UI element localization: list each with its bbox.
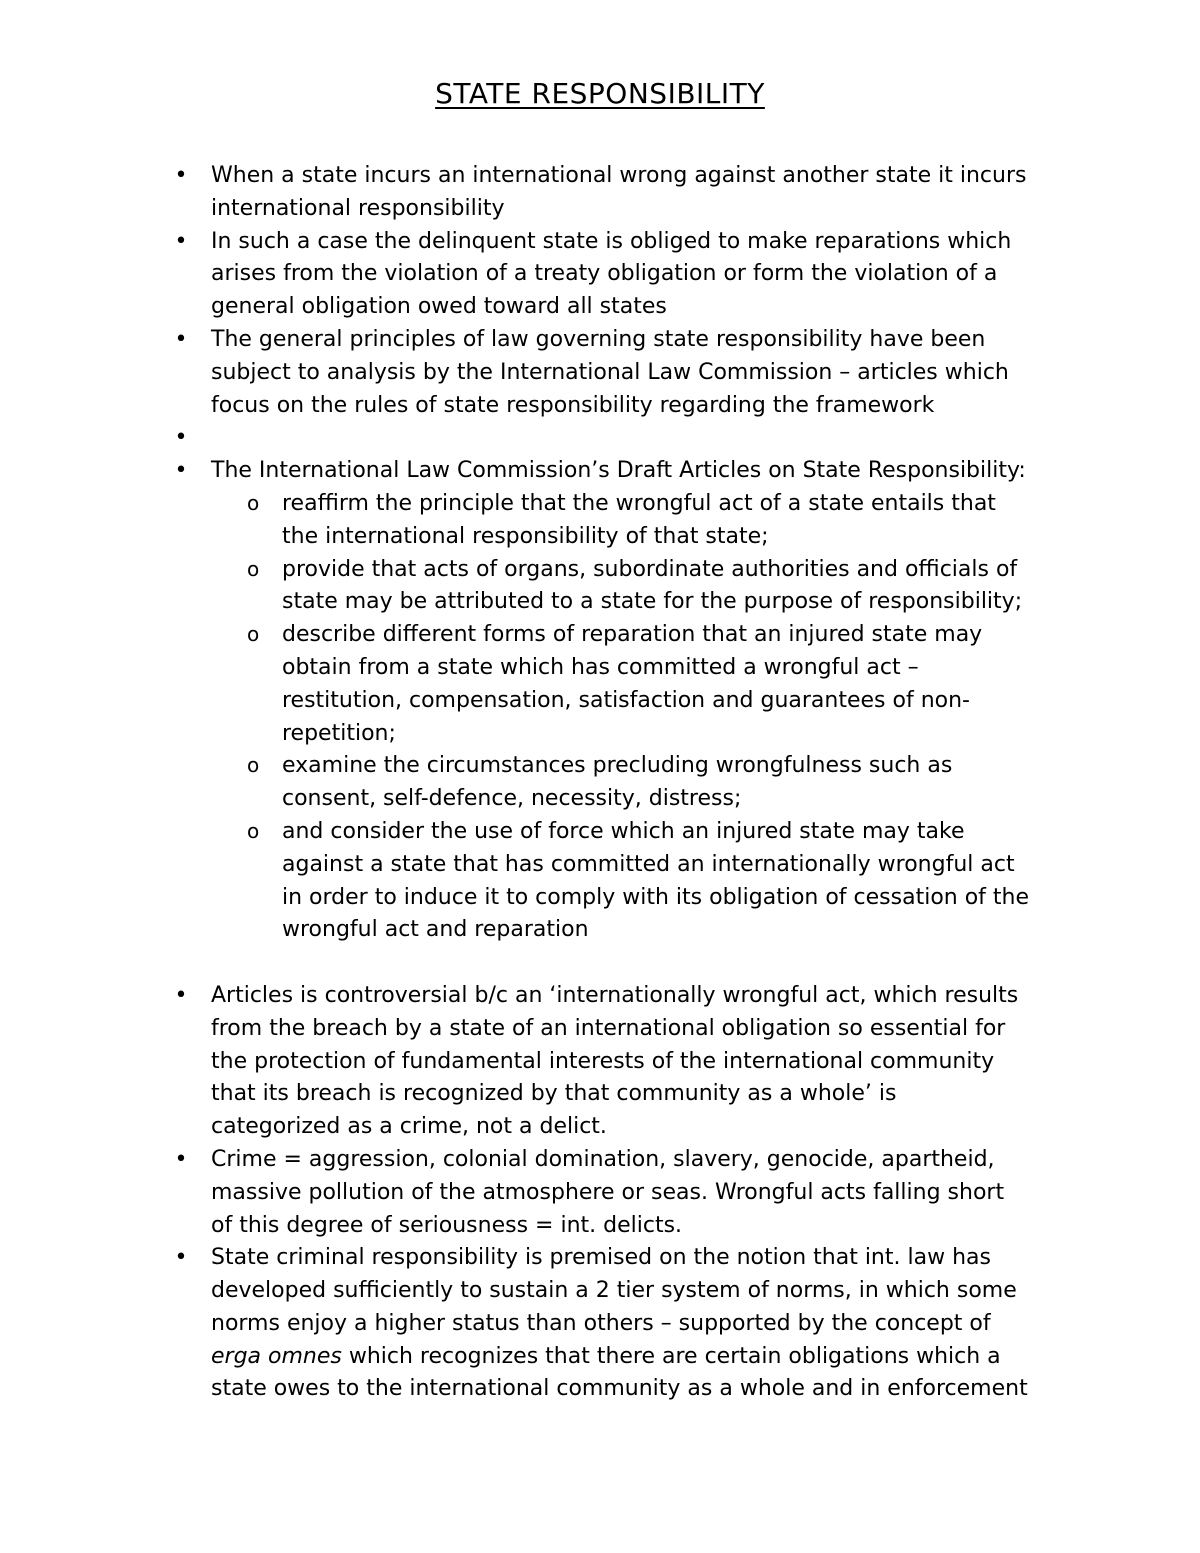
bullet-item: [0, 980, 1031, 1144]
sub-bullet-item: [0, 488, 1032, 554]
bullet-text: The general principles of law governing state responsibility have been subject to analysis by the International Law Commission – articles which focus on the rules of state responsibility regarding the framework: [211, 326, 1009, 418]
bullet-item: [0, 455, 1031, 488]
bullet-marker: •: [174, 326, 188, 352]
bullet-text: In such a case the delinquent state is obliged to make reparations which arises from the violation of a treaty obligation or form the violation of a general obligation owed toward all states: [211, 228, 1012, 320]
sub-bullet-text: and consider the use of force which an injured state may take against a state that has committed an internationally wrongful act in order to induce it to comply with its obligation of cessation of the wrongful act and reparation: [282, 818, 1030, 943]
sub-bullet-item: [0, 816, 1032, 947]
bullet-marker: •: [174, 163, 188, 188]
bullet-marker: •: [174, 425, 188, 451]
bullet-marker: •: [174, 1245, 188, 1271]
bullet-text: [211, 422, 1031, 455]
sub-bullet-item: [0, 619, 1032, 750]
bullet-text: Articles is controversial b/c an ‘internationally wrongful act, which results from the breach by a state of an international obligation so essential for the protection of fundamental interests of the international community that its breach is recognized by that community as a whole’ is categorized as a crime, not a delict.: [211, 982, 1019, 1140]
sub-bullet-group: [0, 488, 1200, 947]
bullet-text-part: which recognizes that there are certain obligations which a state owes to the international community as a whole and in enforcement: [211, 1343, 1028, 1402]
bullet-item: [0, 324, 1031, 422]
bullet-item: [0, 1242, 1031, 1406]
bullet-item: [0, 226, 1031, 324]
bullet-text: When a state incurs an international wrong against another state it incurs international responsibility: [211, 163, 1027, 221]
sub-bullet-marker: o: [247, 490, 260, 515]
sub-bullet-item: [0, 554, 1032, 620]
paragraph-gap: [0, 947, 1200, 980]
sub-bullet-text: describe different forms of reparation that an injured state may obtain from a state which has committed a wrongful act – restitution, compensation, satisfaction and guarantees of non-repetition;: [282, 622, 983, 746]
bullet-item: [0, 1144, 1031, 1242]
sub-bullet-marker: o: [247, 753, 260, 778]
bullet-marker: •: [174, 982, 188, 1008]
sub-bullet-text: examine the circumstances precluding wrongfulness such as consent, self-defence, necessity, distress;: [282, 753, 953, 812]
bullet-list: [0, 160, 1200, 1406]
document-title: STATE RESPONSIBILITY: [435, 77, 765, 110]
bullet-item-empty: [0, 422, 1031, 455]
bullet-marker: •: [174, 458, 188, 484]
bullet-item: [0, 160, 1031, 226]
latin-term: erga omnes: [211, 1343, 342, 1369]
sub-bullet-item: [0, 750, 1032, 816]
bullet-marker: •: [174, 228, 188, 254]
bullet-text: [211, 1242, 1031, 1406]
bullet-marker: •: [174, 1146, 188, 1172]
sub-bullet-marker: o: [247, 556, 260, 581]
sub-bullet-marker: o: [247, 622, 260, 647]
sub-bullet-marker: o: [247, 818, 260, 843]
sub-bullet-text: reaffirm the principle that the wrongful act of a state entails that the international responsibility of that state;: [282, 490, 996, 549]
bullet-text: The International Law Commission’s Draft Articles on State Responsibility:: [211, 458, 1026, 484]
bullet-text-part: State criminal responsibility is premised on the notion that int. law has developed sufficiently to sustain a 2 tier system of norms, in which some norms enjoy a higher status than others – supported by the concept of: [211, 1245, 1017, 1336]
bullet-text: Crime = aggression, colonial domination, slavery, genocide, apartheid, massive pollution of the atmosphere or seas. Wrongful acts falling short of this degree of seriousness = int. delicts.: [211, 1146, 1005, 1238]
sub-bullet-text: provide that acts of organs, subordinate authorities and officials of state may be attributed to a state for the purpose of responsibility;: [282, 556, 1023, 615]
